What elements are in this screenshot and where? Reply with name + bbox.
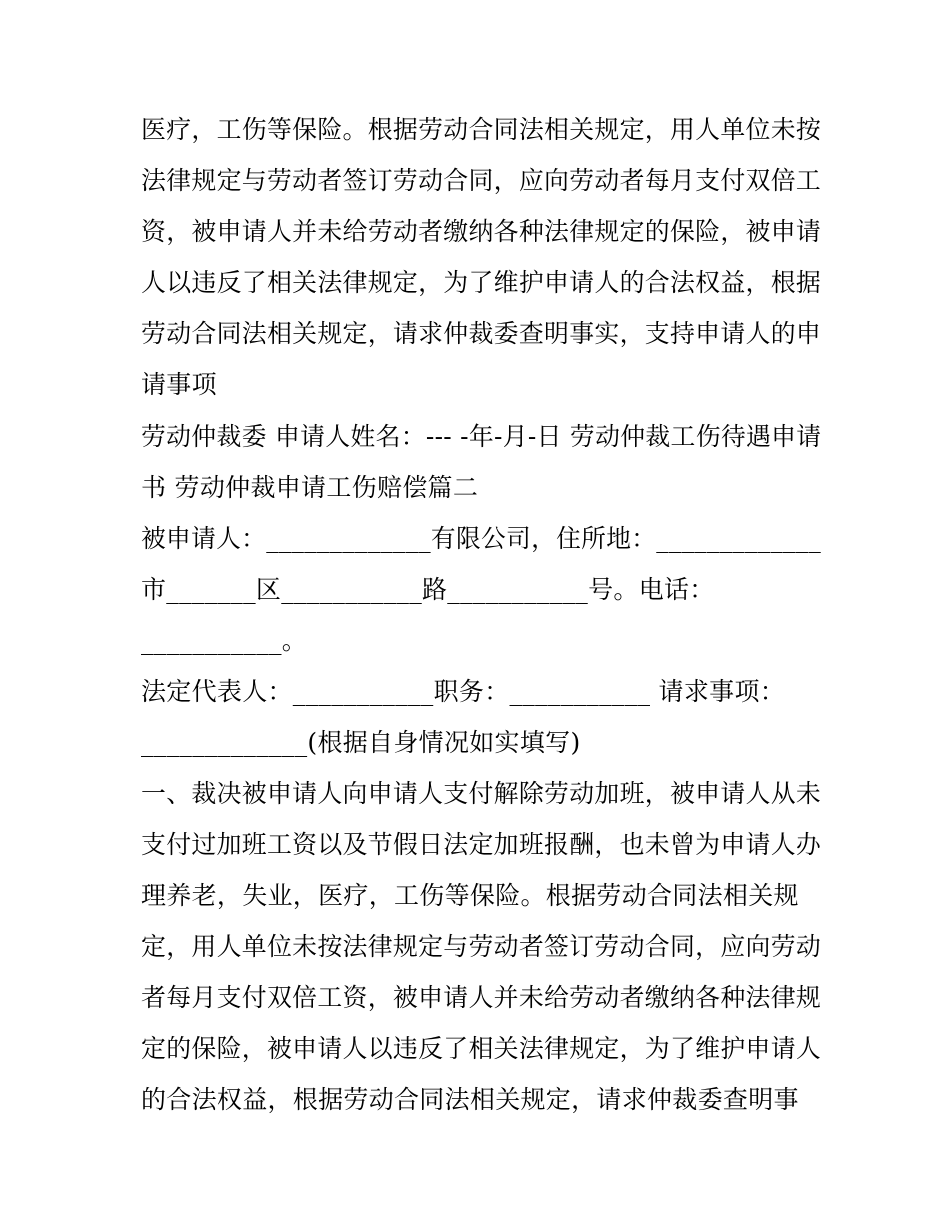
text-line: 法定代表人：___________职务：___________ 请求事项： — [141, 677, 786, 706]
text-line: 一、裁决被申请人向申请人支付解除劳动加班，被申请人从未 — [141, 779, 822, 808]
text-line: 者每月支付双倍工资，被申请人并未给劳动者缴纳各种法律规 — [141, 983, 822, 1012]
text-line: 定的保险，被申请人以违反了相关法律规定，为了维护申请人 — [141, 1034, 822, 1063]
text-line: 市_______区___________路___________号。电话： — [141, 575, 715, 604]
text-line: ___________。 — [141, 626, 308, 655]
text-line: 劳动合同法相关规定，请求仲裁委查明事实，支持申请人的申 — [141, 319, 822, 348]
text-line: 人以违反了相关法律规定，为了维护申请人的合法权益，根据 — [141, 268, 822, 297]
text-line: 定，用人单位未按法律规定与劳动者签订劳动合同，应向劳动 — [141, 932, 822, 961]
text-line: _____________(根据自身情况如实填写) — [141, 728, 581, 757]
text-line: 资，被申请人并未给劳动者缴纳各种法律规定的保险，被申请 — [141, 217, 822, 246]
text-line: 请事项 — [141, 370, 217, 399]
text-line: 理养老，失业，医疗，工伤等保险。根据劳动合同法相关规 — [141, 881, 799, 910]
text-line: 法律规定与劳动者签订劳动合同，应向劳动者每月支付双倍工 — [141, 166, 822, 195]
text-line: 的合法权益，根据劳动合同法相关规定，请求仲裁委查明事 — [141, 1085, 799, 1114]
text-line: 劳动仲裁委 申请人姓名：--- -年-月-日 劳动仲裁工伤待遇申请 — [141, 422, 822, 451]
text-line: 书 劳动仲裁申请工伤赔偿篇二 — [141, 473, 479, 502]
text-line: 支付过加班工资以及节假日法定加班报酬，也未曾为申请人办 — [141, 830, 822, 859]
text-line: 医疗，工伤等保险。根据劳动合同法相关规定，用人单位未按 — [141, 115, 822, 144]
text-line: 被申请人：_____________有限公司，住所地：_____________ — [141, 524, 822, 553]
